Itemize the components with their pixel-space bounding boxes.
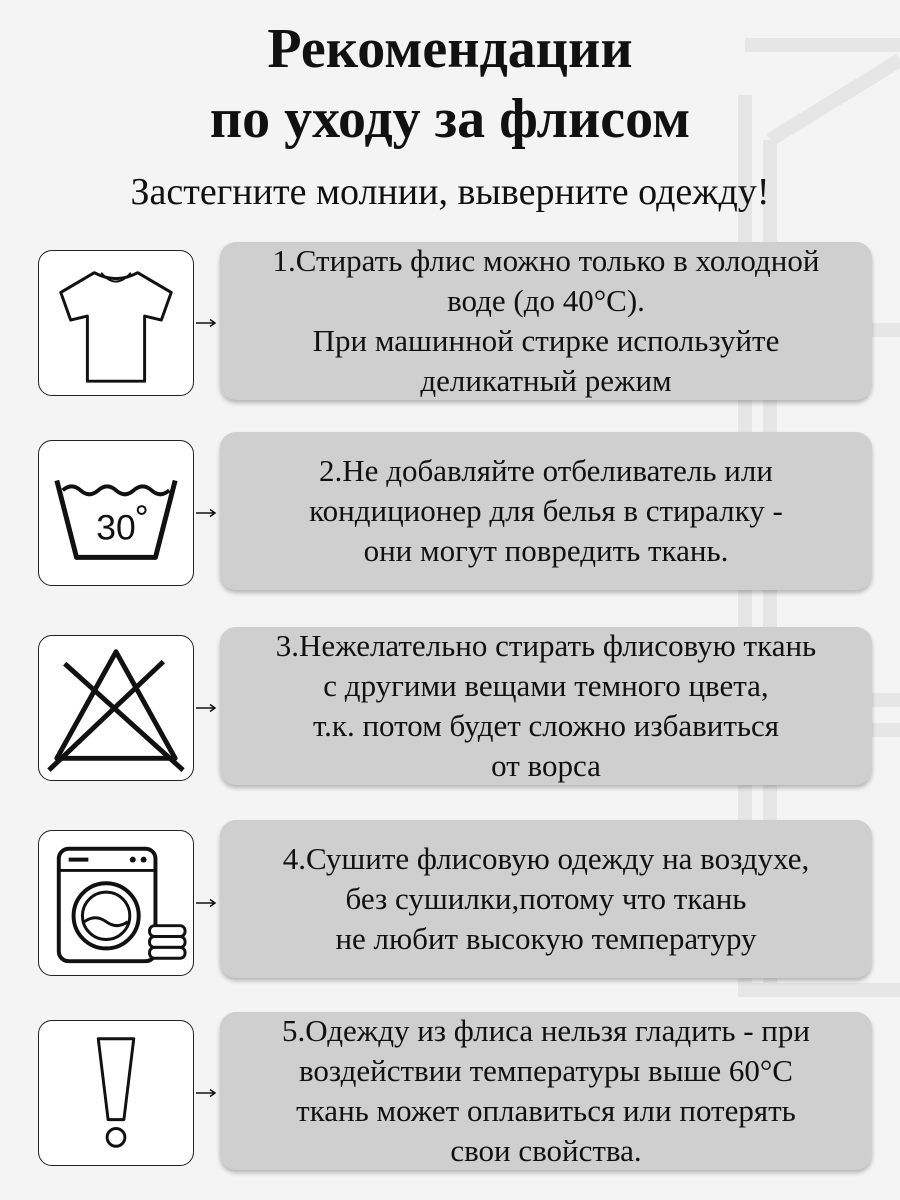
arrow-icon: [196, 318, 218, 328]
care-text: 4.Сушите флисовую одежду на воздухе, без сушилки,потому что ткань не любит высокую температуру: [282, 841, 810, 956]
page-subtitle: Застегните молнии, выверните одежду!: [130, 171, 770, 213]
icon-box: [38, 440, 194, 586]
care-text: 1.Стирать флис можно только в холодной воде (до 40°С). При машинной стирке используйте деликатный режим: [272, 243, 820, 398]
arrow-icon: [196, 898, 218, 908]
care-card: [220, 627, 872, 785]
icon-box: [38, 250, 194, 396]
wash-30-icon: [39, 441, 193, 585]
icon-box: [38, 635, 194, 781]
icon-box: [38, 1020, 194, 1166]
care-card: [220, 1012, 872, 1170]
no-bleach-icon: [39, 636, 193, 780]
care-card: [220, 242, 872, 400]
page-title: [0, 14, 900, 154]
care-card: [220, 432, 872, 590]
tshirt-icon: [39, 251, 193, 395]
care-text: 5.Одежду из флиса нельзя гладить - при воздействии температуры выше 60°С ткань может оплавиться или потерять свои свойства.: [282, 1013, 810, 1168]
washing-machine-icon: [39, 831, 193, 975]
exclamation-icon: [39, 1021, 193, 1165]
wash-temperature: 30: [96, 507, 136, 548]
arrow-icon: [196, 703, 218, 713]
care-card: [220, 820, 872, 978]
title-line-1: Рекомендации: [267, 18, 633, 80]
arrow-icon: [196, 1088, 218, 1098]
care-text: 3.Нежелательно стирать флисовую ткань с другими вещами темного цвета, т.к. потом будет сложно избавиться от ворса: [275, 628, 817, 783]
arrow-icon: [196, 508, 218, 518]
title-line-2: по уходу за флисом: [209, 88, 691, 150]
icon-box: [38, 830, 194, 976]
care-text: 2.Не добавляйте отбеливатель или кондиционер для белья в стиралку - они могут повредить ткань.: [309, 453, 783, 568]
